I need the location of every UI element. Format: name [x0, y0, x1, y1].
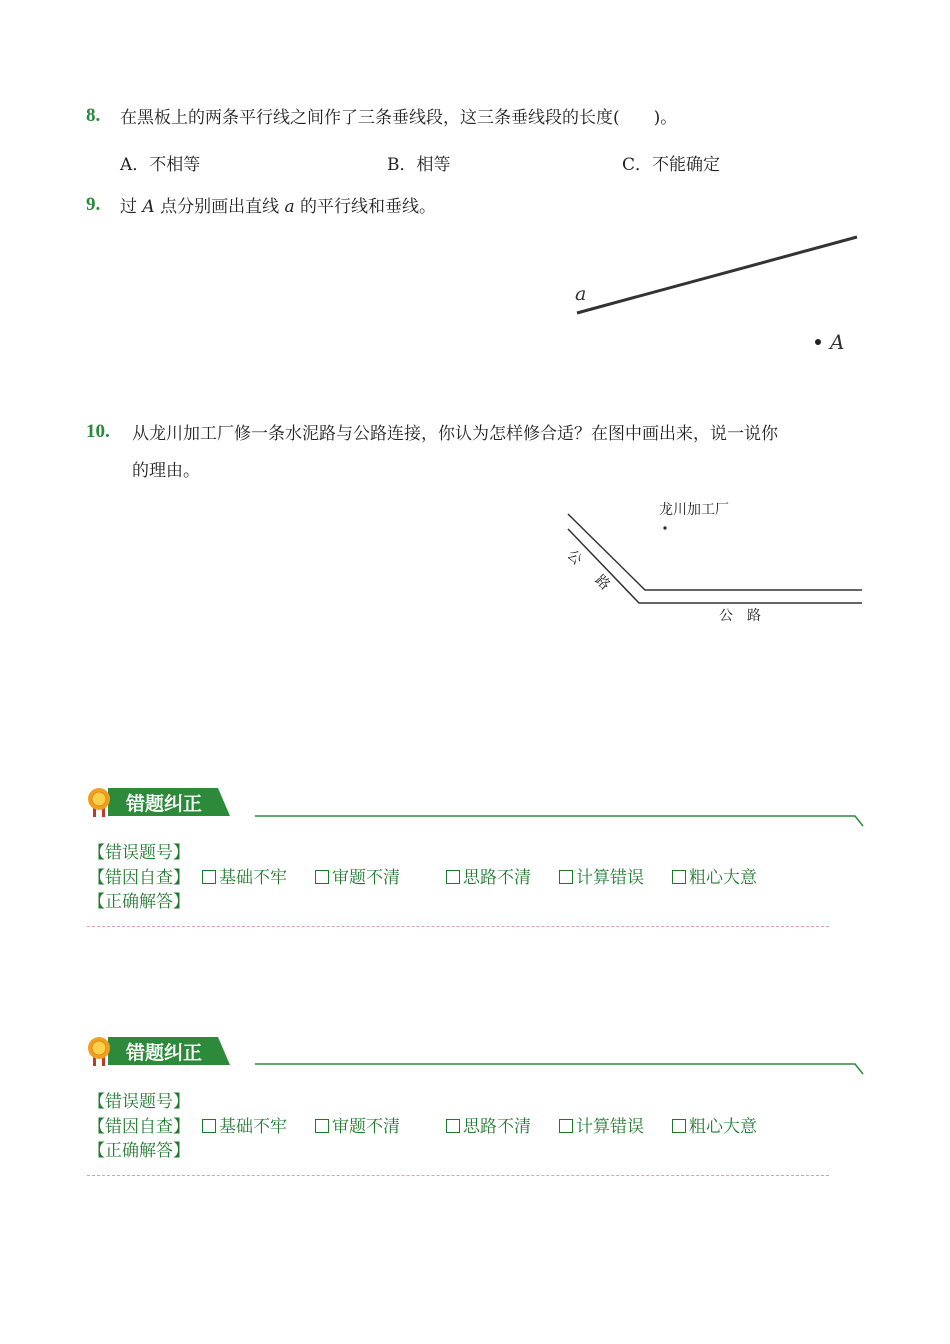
answer-label-1: 【正确解答】 [88, 892, 190, 912]
question-8-option-b: B．相等 [387, 155, 451, 175]
checkbox-icon[interactable] [315, 1119, 329, 1133]
cause-row-1 [88, 863, 190, 888]
answer-label-2: 【正确解答】 [88, 1141, 190, 1161]
correction-title-2: 错题纠正 [126, 1042, 203, 1064]
checkbox-reading-1[interactable] [315, 863, 400, 888]
checkbox-icon[interactable] [672, 870, 686, 884]
question-9-text-mid: 点分别画出直线 [160, 197, 280, 217]
checkbox-label: 审题不清 [332, 1117, 400, 1137]
cause-row-2 [88, 1112, 190, 1137]
question-10-line1: 从龙川加工厂修一条水泥路与公路连接，你认为怎样修合适？在图中画出来，说一说你 [132, 424, 778, 444]
factory-dot [663, 526, 666, 529]
checkbox-label: 审题不清 [332, 868, 400, 888]
checkbox-label: 思路不清 [463, 868, 531, 888]
wrong-number-label-1: 【错误题号】 [88, 843, 190, 863]
checkbox-thinking-2[interactable] [446, 1112, 531, 1137]
question-10-line2: 的理由。 [132, 461, 200, 481]
road-bottom-label: 公 路 [719, 608, 761, 624]
point-a-dot [815, 339, 821, 345]
checkbox-careless-1[interactable] [672, 863, 757, 888]
question-9-line-a: a [284, 197, 295, 217]
checkbox-thinking-1[interactable] [446, 863, 531, 888]
question-10-number: 10. [86, 421, 110, 442]
question-9-text-before: 过 [120, 197, 137, 217]
checkbox-calc-1[interactable] [559, 863, 644, 888]
question-10-diagram [560, 495, 870, 635]
question-9-number: 9. [86, 194, 101, 215]
road-edge-lower [568, 529, 862, 603]
checkbox-careless-2[interactable] [672, 1112, 757, 1137]
checkbox-label: 基础不牢 [219, 868, 287, 888]
question-8-option-a: A．不相等 [120, 155, 201, 175]
question-8-text: 在黑板上的两条平行线之间作了三条垂线段，这三条垂线段的长度( )。 [120, 108, 678, 128]
road-slope-char-1: 公 [563, 547, 585, 569]
factory-label: 龙川加工厂 [659, 502, 729, 518]
checkbox-icon[interactable] [672, 1119, 686, 1133]
question-9-text-after: 的平行线和垂线。 [300, 197, 437, 217]
checkbox-basic-2[interactable] [202, 1112, 287, 1137]
question-9-text [120, 195, 436, 219]
correction-header-line-2 [255, 1060, 867, 1076]
checkbox-calc-2[interactable] [559, 1112, 644, 1137]
question-8-option-c: C．不能确定 [622, 155, 721, 175]
dashed-divider-1 [87, 926, 829, 927]
checkbox-label: 基础不牢 [219, 1117, 287, 1137]
checkbox-icon[interactable] [446, 870, 460, 884]
checkbox-icon[interactable] [446, 1119, 460, 1133]
checkbox-icon[interactable] [202, 1119, 216, 1133]
dashed-divider-2 [87, 1175, 829, 1176]
road-slope-char-2: 路 [591, 572, 613, 594]
checkbox-basic-1[interactable] [202, 863, 287, 888]
wrong-number-label-2: 【错误题号】 [88, 1092, 190, 1112]
question-8-number: 8. [86, 105, 101, 126]
line-a [577, 237, 857, 313]
line-a-label: a [575, 283, 587, 305]
checkbox-icon[interactable] [202, 870, 216, 884]
checkbox-icon[interactable] [559, 870, 573, 884]
checkbox-label: 粗心大意 [689, 1117, 757, 1137]
checkbox-icon[interactable] [559, 1119, 573, 1133]
checkbox-icon[interactable] [315, 870, 329, 884]
question-9-point-a: A [142, 197, 155, 217]
cause-label-1: 【错因自查】 [88, 868, 190, 888]
correction-title-1: 错题纠正 [126, 793, 203, 815]
checkbox-label: 思路不清 [463, 1117, 531, 1137]
question-9-diagram [560, 225, 870, 365]
checkbox-label: 计算错误 [576, 868, 644, 888]
correction-header-line-1 [255, 812, 867, 828]
checkbox-reading-2[interactable] [315, 1112, 400, 1137]
checkbox-label: 计算错误 [576, 1117, 644, 1137]
road-edge-upper [568, 514, 862, 590]
cause-label-2: 【错因自查】 [88, 1117, 190, 1137]
point-a-label: A [830, 330, 845, 354]
checkbox-label: 粗心大意 [689, 868, 757, 888]
